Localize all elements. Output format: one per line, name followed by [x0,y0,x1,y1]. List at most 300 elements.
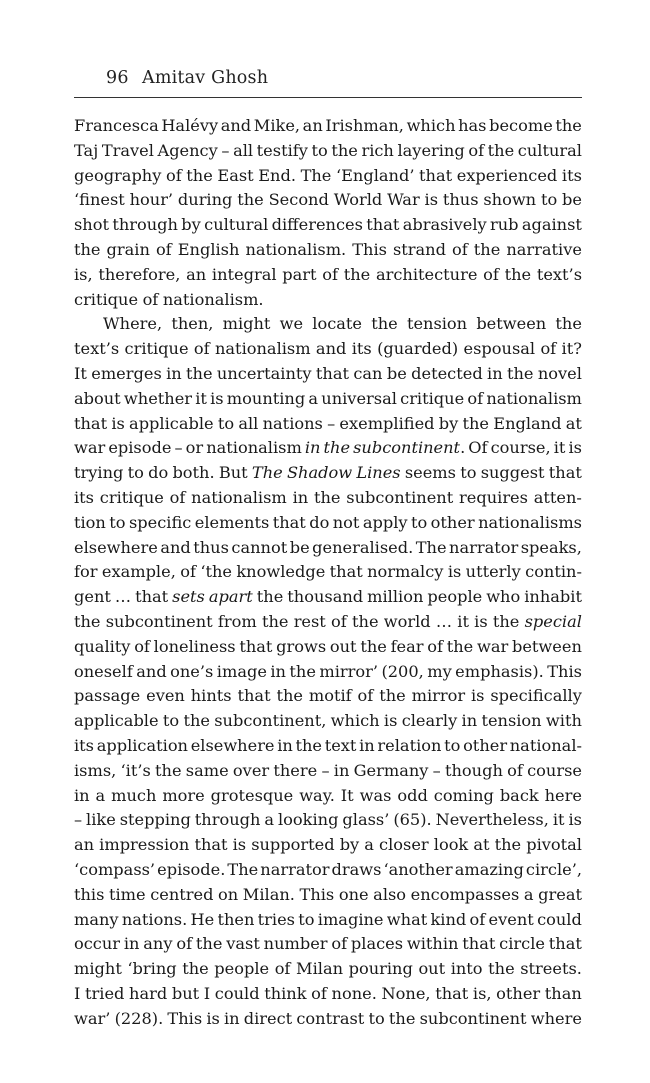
word: coming [433,785,494,805]
word: the [555,314,582,334]
word: the [155,760,182,780]
word: to [127,463,144,483]
word: like [86,810,116,830]
word: that [462,934,496,954]
word: odd [397,785,428,805]
word: the [462,413,490,433]
word: which [406,116,456,135]
word: the [494,835,522,855]
text-line [74,436,582,461]
word: centred [150,884,214,904]
word: vast [226,934,260,954]
word: one [338,884,369,904]
word: elements [194,512,270,532]
word: of [180,562,196,582]
word: rich [361,140,394,160]
word: – [432,760,441,780]
text-line [74,833,582,858]
word: to [298,909,315,929]
word: do [309,512,330,532]
word: atten- [533,487,582,507]
word: its [561,165,582,185]
word: much [111,785,157,805]
text-line [74,982,582,1007]
word: the [74,239,101,259]
word: Lines [356,463,401,483]
word: I [74,983,81,1003]
word: direct [243,1008,293,1028]
word: here [544,785,582,805]
word: grain [106,239,150,259]
word: nationalism [486,388,582,408]
word: course, [490,438,551,458]
word: war [477,636,509,656]
word: normalcy [367,562,444,582]
word: into [450,959,483,979]
text-line [74,560,582,585]
word: therefore, [98,264,181,284]
text-line [74,536,582,561]
word: the [343,264,371,284]
word: relation [377,735,442,755]
text-line [74,288,582,313]
word: the [506,363,534,383]
word: of [311,983,327,1003]
word: specific [128,512,192,532]
word: the [331,140,358,160]
word: the [182,959,209,979]
word: to [311,140,328,160]
word: has [458,116,487,135]
word: occur [74,934,121,954]
word: tries [257,909,295,929]
word: a [308,388,319,408]
word: Halévy [161,116,219,135]
word: in [270,661,286,681]
word: Nevertheless, [435,810,549,830]
word: of [467,388,484,408]
word: and [220,116,252,135]
word: great [538,884,582,904]
word: is [474,611,488,631]
text-line [74,238,582,263]
word: East [217,165,254,185]
word: narrator [449,537,519,557]
word: the [313,487,341,507]
word: to [410,512,428,532]
word: a [95,785,106,805]
word: Shadow [286,463,353,483]
text-line [74,759,582,784]
word: – [321,760,330,780]
word: (200, [381,661,424,681]
word: streets. [520,959,582,979]
word: other [496,983,541,1003]
text-line [74,114,582,139]
word: for [74,562,98,582]
word: ‘finest [74,190,125,210]
word: the [487,140,515,160]
text-line [74,957,582,982]
word: by [181,215,201,235]
word: nationalism. [245,239,347,259]
word: episode [108,438,172,458]
word: part [282,264,317,284]
word: Where, [103,314,163,334]
word: it? [561,339,582,359]
word: of [468,140,485,160]
text-line [74,734,582,759]
word: then [217,909,255,929]
word: pouring [348,959,413,979]
word: million [367,587,424,607]
word: in [277,735,293,755]
word: in [461,711,478,731]
text-line [74,461,582,486]
word: critique [99,487,164,507]
word: ‘bring [127,959,177,979]
word: what [386,909,428,929]
body-text [74,114,582,1031]
word: nationalism. [162,289,264,309]
text-line [74,709,582,734]
word: encompasses [410,884,520,904]
word: the [504,264,532,284]
word: experienced [456,165,558,185]
word: glass’ [342,810,390,830]
word: between [511,636,582,656]
word: clearly [401,711,458,731]
word: End. [258,165,296,185]
running-head-author: Amitav Ghosh [142,68,269,88]
word: to [460,463,477,483]
word: one’s [170,661,214,681]
word: Travel [101,140,154,160]
word: hard [129,983,168,1003]
word: pivotal [526,835,582,855]
word: (guarded) [377,339,459,359]
word: about [74,388,121,408]
word: locate [312,314,363,334]
word: rub [489,215,519,235]
word: stepping [119,810,191,830]
word: any [143,934,173,954]
word: of [165,165,182,185]
word: rest [293,611,326,631]
word: though [445,760,503,780]
word: be [386,363,407,383]
word: abrasively [402,215,487,235]
word: tried [85,983,125,1003]
word: through [112,215,178,235]
word: all [233,140,254,160]
word: that [239,636,273,656]
word: in [359,735,375,755]
word: that [74,413,108,433]
word: (65). [393,810,432,830]
word: a [523,884,534,904]
word: narrator [260,859,330,879]
word: to [368,1008,385,1028]
page-number: 96 [106,68,129,88]
word: in [487,363,503,383]
word: ‘it’s [120,760,151,780]
word: the [289,661,316,681]
word: back [499,785,539,805]
word: emerges [91,363,162,383]
word: Milan. [242,884,295,904]
text-line [74,1007,582,1032]
word: cultural [204,215,269,235]
word: to [109,512,126,532]
word: quality [74,636,131,656]
word: from [217,611,257,631]
word: against [521,215,582,235]
word: that [419,165,453,185]
word: be [562,190,582,210]
word: that [548,934,582,954]
word: think [264,983,307,1003]
word: is [206,1008,220,1028]
word: tion [74,512,106,532]
word: that [272,512,306,532]
word: thousand [287,587,364,607]
word: layering [397,140,465,160]
word: loneliness [153,636,236,656]
word: that [237,686,271,706]
word: text [324,735,357,755]
word: of [322,264,338,284]
word: in [333,760,350,780]
text-line [74,610,582,635]
word: This [547,661,582,681]
word: in [304,438,321,458]
word: the [488,959,515,979]
word: architecture [375,264,478,284]
word: that [329,562,363,582]
word: supported [251,835,335,855]
word: during [177,190,233,210]
word: circle [499,934,545,954]
word: espousal [463,339,536,359]
word: was [359,785,392,805]
word: its [351,339,372,359]
word: cannot [231,537,288,557]
word: gent [74,587,111,607]
word: the [295,735,323,755]
word: than [544,983,582,1003]
word: specifically [490,686,582,706]
word: impression [99,835,190,855]
word: event [488,909,534,929]
text-line [74,808,582,833]
word: tension [481,711,542,731]
word: seems [404,463,456,483]
word: thus [442,190,479,210]
word: all [238,413,259,433]
word: universal [321,388,397,408]
text-line [74,337,582,362]
word: the [492,611,520,631]
word: shown [483,190,537,210]
word: my [427,661,452,681]
word: Agency [157,140,218,160]
word: nationalism [191,487,287,507]
word: motif [308,686,352,706]
word: is [568,810,582,830]
word: of [169,487,186,507]
header-rule [74,97,582,98]
word: people [214,959,270,979]
word: exemplified [339,413,435,433]
word: on [218,884,239,904]
word: amazing [454,859,524,879]
word: looking [278,810,339,830]
word: draws [331,859,382,879]
word: the [186,363,213,383]
word: geography [74,165,162,185]
word: suggest [480,463,545,483]
word: of [155,239,172,259]
text-line [74,858,582,883]
word: could [537,909,582,929]
word: both. [172,463,215,483]
word: mounting [226,388,306,408]
word: there [273,760,318,780]
word: in [223,1008,240,1028]
word: the [473,239,501,259]
word: nations. [121,909,188,929]
word: – [174,438,183,458]
word: more [162,785,205,805]
word: an [74,835,95,855]
text-line [74,412,582,437]
word: Irishman, [325,116,404,135]
word: is, [74,264,93,284]
word: of [469,909,486,929]
word: could [214,983,260,1003]
word: integral [211,264,277,284]
text-line [74,511,582,536]
word: that [548,463,582,483]
word: the [237,190,264,210]
word: the [388,1008,416,1028]
word: of [540,339,557,359]
word: applicable [129,413,214,433]
word: it [457,611,469,631]
word: the [352,611,379,631]
word: time [109,884,146,904]
text-line [74,932,582,957]
word: episode. [157,859,226,879]
word: circle’, [525,859,582,879]
word: But [218,463,248,483]
word: inhabit [524,587,582,607]
word: emphasis). [455,661,544,681]
text-line [74,362,582,387]
word: with [545,711,582,731]
word: nationalism [206,438,302,458]
word: at [565,413,582,433]
word: war [74,438,106,458]
word: Taj [74,140,99,160]
word: other [430,512,475,532]
word: might [222,314,271,334]
word: national- [509,735,582,755]
word: War [387,190,420,210]
word: ‘compass’ [74,859,156,879]
word: it [553,438,566,458]
word: The [251,463,283,483]
word: the [74,611,101,631]
word: this [74,884,105,904]
word: is [210,388,224,408]
word: its [74,487,94,507]
word: the [360,636,387,656]
word: and [315,339,347,359]
word: and [136,661,167,681]
word: the [186,165,213,185]
text-line [74,139,582,164]
word: hints [190,686,232,706]
word: England [493,413,562,433]
word: to [444,735,461,755]
word: critique [124,339,189,359]
word: by [438,413,459,433]
word: none. [331,983,377,1003]
text-line [74,312,582,337]
word: This [299,884,335,904]
word: an [302,116,323,135]
word: that [435,983,469,1003]
word: It [340,785,354,805]
word: in [123,934,140,954]
word: is [470,686,485,706]
word: whether [123,388,193,408]
word: elsewhere [74,537,158,557]
word: – [74,810,83,830]
word: which [330,711,380,731]
word: people [427,587,483,607]
word: Second [268,190,329,210]
text-line [74,164,582,189]
word: – [327,413,336,433]
word: nations [262,413,323,433]
word: detected [411,363,483,383]
word: imagine [317,909,384,929]
word: within [406,934,459,954]
word: in [166,363,182,383]
text-line [74,684,582,709]
word: oneself [74,661,133,681]
word: not [332,512,360,532]
word: special [524,611,582,631]
word: subcontinent [346,487,454,507]
word: of [193,339,210,359]
word: closer [379,835,429,855]
word: contrast [296,1008,365,1028]
text-line [74,188,582,213]
word: nationalisms [478,512,582,532]
word: the [183,711,210,731]
word: to [162,711,180,731]
word: also [373,884,407,904]
word: the [371,314,398,334]
word: of [331,934,348,954]
word: Milan [296,959,344,979]
word: of [427,636,444,656]
word: I [203,983,211,1003]
